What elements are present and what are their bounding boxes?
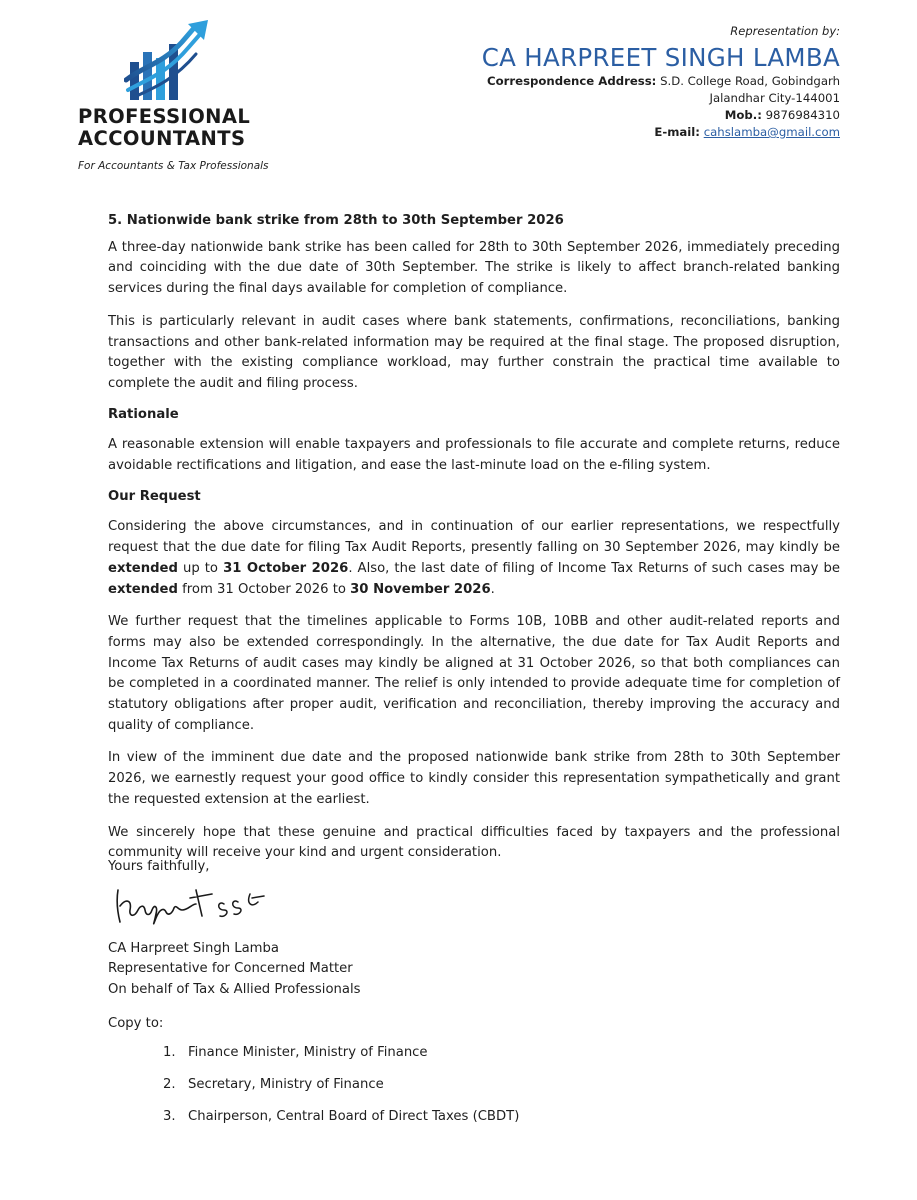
list-item (163, 1107, 519, 1127)
request-text: Considering the above circumstances, and in continuation of our earlier representations, we respectfully request that the due date for filing Tax Audit Reports, presently falling on 30 September 2026, may kindly be (108, 519, 840, 556)
emphasis-date: 31 October 2026 (223, 560, 349, 576)
representation-block (482, 24, 840, 141)
brand-name-line2: ACCOUNTANTS (78, 127, 246, 150)
request-paragraph-4: We sincerely hope that these genuine and practical difficulties faced by taxpayers and the professional community will receive your kind and urgent consideration. (108, 824, 840, 861)
copy-to-list (163, 1043, 519, 1139)
address-label: Correspondence Address: (487, 74, 657, 88)
list-item (163, 1043, 519, 1063)
address-line-1 (482, 73, 840, 90)
salutation: Yours faithfully, (108, 859, 210, 874)
request-paragraph-3: In view of the imminent due date and the proposed nationwide bank strike from 28th to 30th September 2026, we earnestly request your good office to kindly consider this representation sympathetically and grant the requested extension at the earliest. (108, 750, 840, 807)
address-line-2: Jalandhar City-144001 (709, 91, 840, 105)
section-heading: 5. Nationwide bank strike from 28th to 30th September 2026 (108, 213, 564, 228)
request-text: . (490, 581, 495, 597)
emphasis-extended: extended (108, 581, 178, 597)
signatory-behalf: On behalf of Tax & Allied Professionals (108, 982, 361, 997)
representative-name: CA HARPREET SINGH LAMBA (481, 43, 840, 72)
list-text: Finance Minister, Ministry of Finance (188, 1045, 428, 1060)
list-text: Secretary, Ministry of Finance (188, 1077, 384, 1092)
brand-name-line1: PROFESSIONAL (78, 105, 251, 128)
request-paragraph-1 (108, 517, 840, 600)
letter-body (108, 211, 840, 864)
logo-block (78, 20, 278, 172)
mobile-label: Mob.: (724, 108, 762, 122)
section-paragraph-2: This is particularly relevant in audit cases where bank statements, confirmations, reconciliations, banking transactions and other bank-related information may be required at the final stage. The proposed disruption, together with the existing compliance workload, may further constrain the practical time available to complete the audit and filing process. (108, 313, 840, 391)
emphasis-date: 30 November 2026 (350, 581, 491, 597)
email-line (482, 124, 840, 141)
signatory-role: Representative for Concerned Matter (108, 961, 353, 976)
list-item (163, 1075, 519, 1095)
brand-tagline: For Accountants & Tax Professionals (78, 160, 269, 172)
mobile-line (482, 107, 840, 124)
list-number: 2. (163, 1077, 176, 1092)
list-text: Chairperson, Central Board of Direct Taxes (CBDT) (188, 1109, 520, 1124)
request-paragraph-2: We further request that the timelines applicable to Forms 10B, 10BB and other audit-related reports and forms may also be extended correspondingly. In the alternative, the due date for Tax Audit Reports and Income Tax Returns of audit cases may kindly be aligned at 31 October 2026, so that both compliances can be completed in a coordinated manner. The relief is only intended to provide adequate time for completion of statutory obligations after proper audit, verification and reconciliation, thereby improving the accuracy and quality of compliance. (108, 614, 840, 733)
growth-chart-logo-icon (124, 20, 214, 102)
request-text: from 31 October 2026 to (177, 581, 351, 597)
mobile-value: 9876984310 (765, 108, 840, 122)
section-paragraph-1: A three-day nationwide bank strike has been called for 28th to 30th September 2026, immediately preceding and coinciding with the due date of 30th September. The strike is likely to affect branch-related banking services during the final days available for completion of compliance. (108, 239, 840, 297)
address-value: S.D. College Road, Gobindgarh (660, 74, 840, 88)
representation-label: Representation by: (730, 24, 840, 38)
request-text: . Also, the last date of filing of Income Tax Returns of such cases may be (348, 560, 840, 576)
list-number: 1. (163, 1045, 176, 1060)
rationale-paragraph: A reasonable extension will enable taxpayers and professionals to file accurate and complete returns, reduce avoidable rectifications and litigation, and ease the last-minute load on the e-filing system. (108, 437, 840, 474)
request-heading: Our Request (108, 488, 201, 504)
email-label: E-mail: (654, 125, 700, 139)
request-text: up to (177, 560, 224, 576)
copy-to-label: Copy to: (108, 1016, 164, 1031)
signatory-name: CA Harpreet Singh Lamba (108, 941, 279, 956)
emphasis-extended: extended (108, 560, 178, 576)
list-number: 3. (163, 1109, 176, 1124)
email-link[interactable]: cahslamba@gmail.com (703, 125, 840, 139)
signature-image (112, 880, 282, 930)
rationale-heading: Rationale (108, 406, 179, 422)
